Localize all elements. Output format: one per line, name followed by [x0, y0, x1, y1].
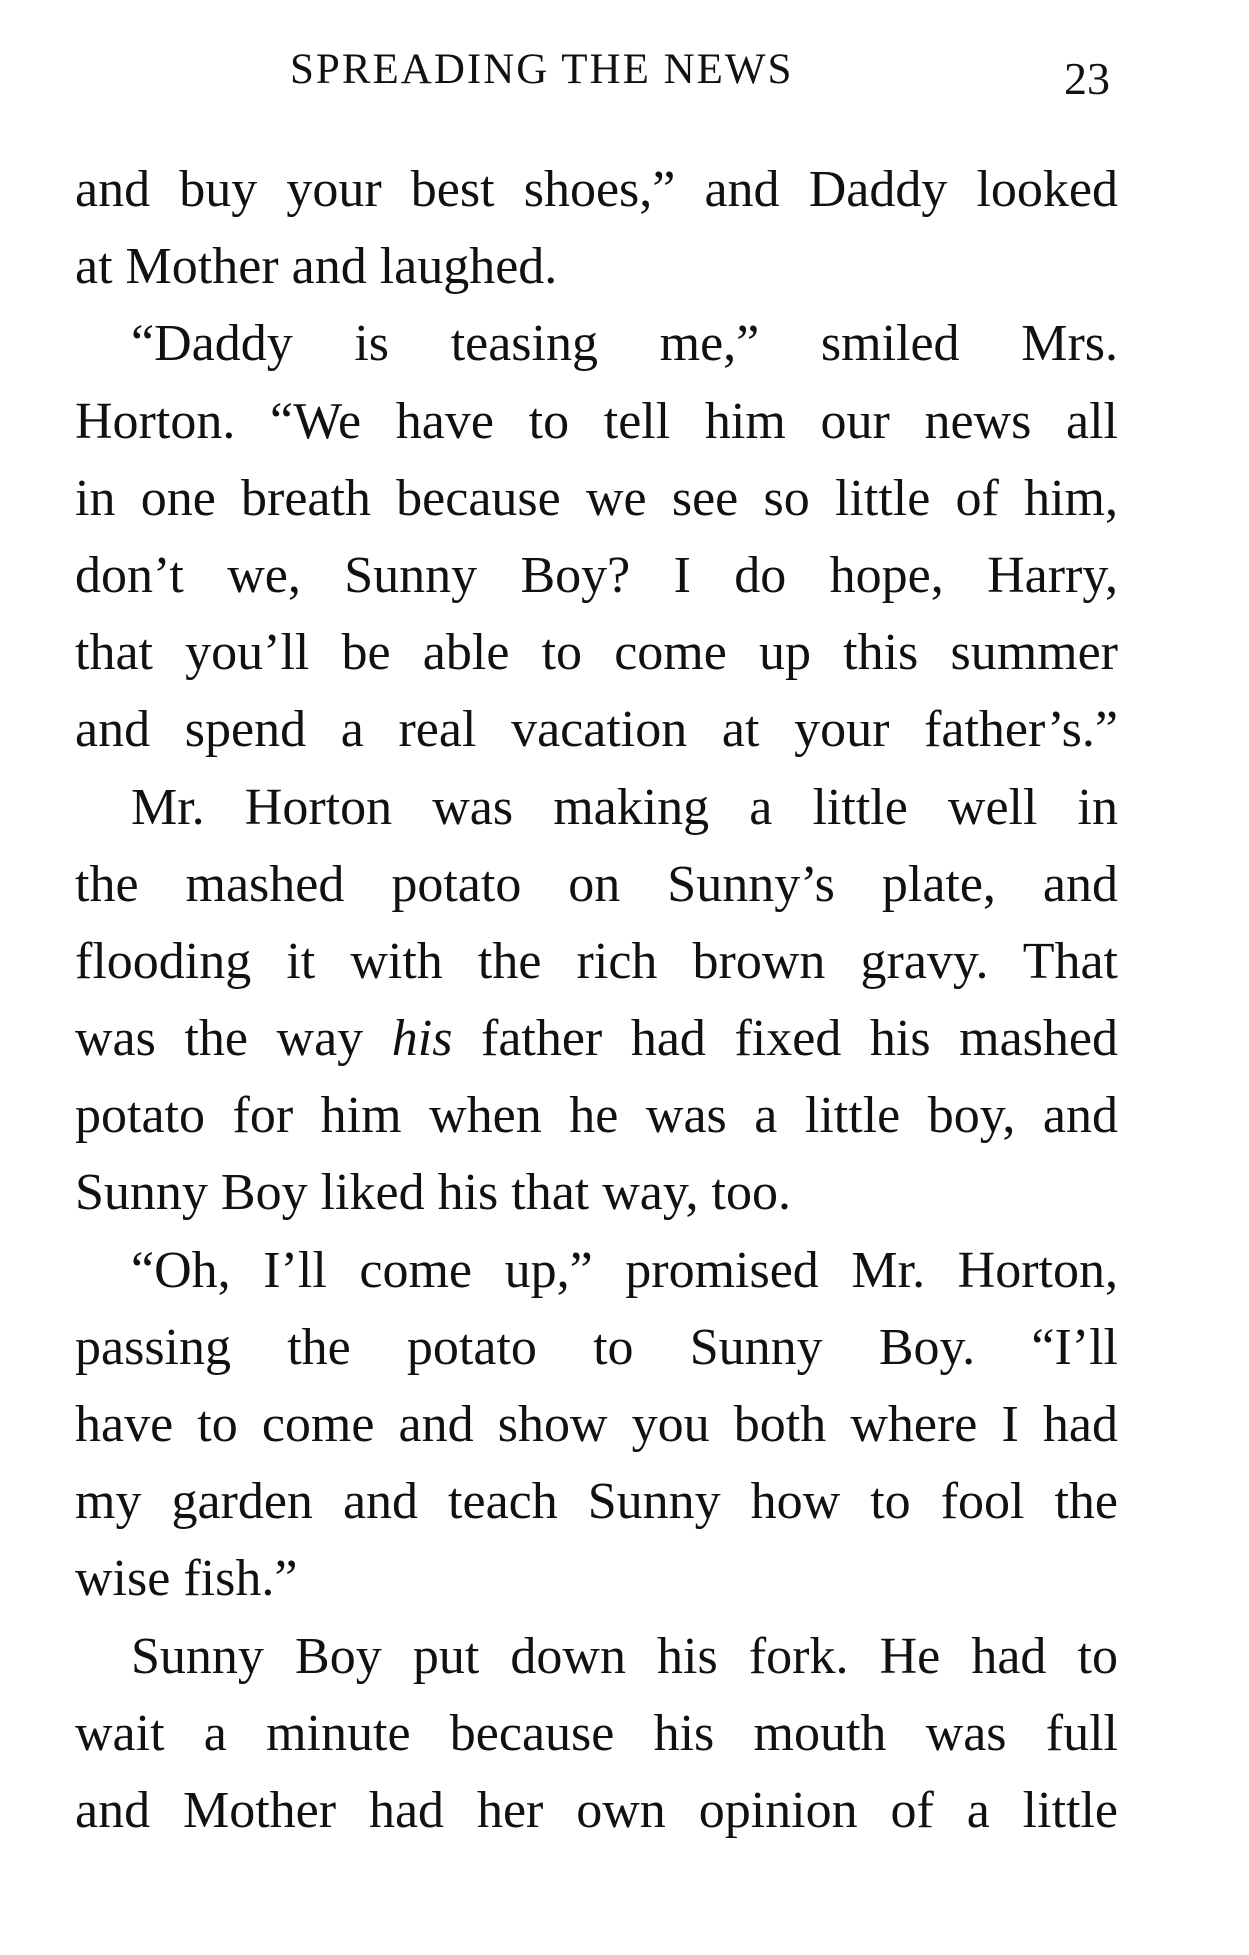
text-line: and spend a real vacation at your father’s.” [75, 701, 1118, 759]
page-number: 23 [1064, 53, 1110, 104]
text-line: have to come and show you both where I had [75, 1396, 1118, 1453]
text-line: Horton. “We have to tell him our news all [75, 392, 1118, 450]
text-line: don’t we, Sunny Boy? I do hope, Harry, [75, 546, 1118, 604]
text-line: and buy your best shoes,” and Daddy looked [75, 161, 1118, 218]
text-line: “Daddy is teasing me,” smiled Mrs. [131, 315, 1118, 373]
text-line: and Mother had her own opinion of a little [75, 1781, 1118, 1839]
text-line: “Oh, I’ll come up,” promised Mr. Horton, [131, 1241, 1118, 1299]
text-line: in one breath because we see so little of him, [75, 469, 1118, 527]
text-line: potato for him when he was a little boy, and [75, 1087, 1118, 1145]
text-segment: father had fixed his mashed [452, 1010, 1118, 1068]
text-line: wait a minute because his mouth was full [75, 1704, 1118, 1762]
text-line: Sunny Boy put down his fork. He had to [131, 1627, 1118, 1685]
text-line [75, 1000, 1118, 1077]
italic-word: his [391, 1010, 453, 1068]
text-segment: was the way [75, 1010, 392, 1068]
text-line: Mr. Horton was making a little well in [131, 778, 1118, 836]
running-title: SPREADING THE NEWS [290, 46, 794, 93]
text-line: wise fish.” [75, 1550, 298, 1608]
text-line: passing the potato to Sunny Boy. “I’ll [75, 1318, 1118, 1376]
text-line: flooding it with the rich brown gravy. That [75, 932, 1118, 990]
text-line: my garden and teach Sunny how to fool the [75, 1473, 1118, 1531]
text-line: that you’ll be able to come up this summer [75, 624, 1118, 682]
text-line: at Mother and laughed. [75, 238, 558, 296]
text-line: the mashed potato on Sunny’s plate, and [75, 855, 1118, 913]
body-text [75, 151, 1118, 1849]
text-line: Sunny Boy liked his that way, too. [75, 1164, 791, 1222]
